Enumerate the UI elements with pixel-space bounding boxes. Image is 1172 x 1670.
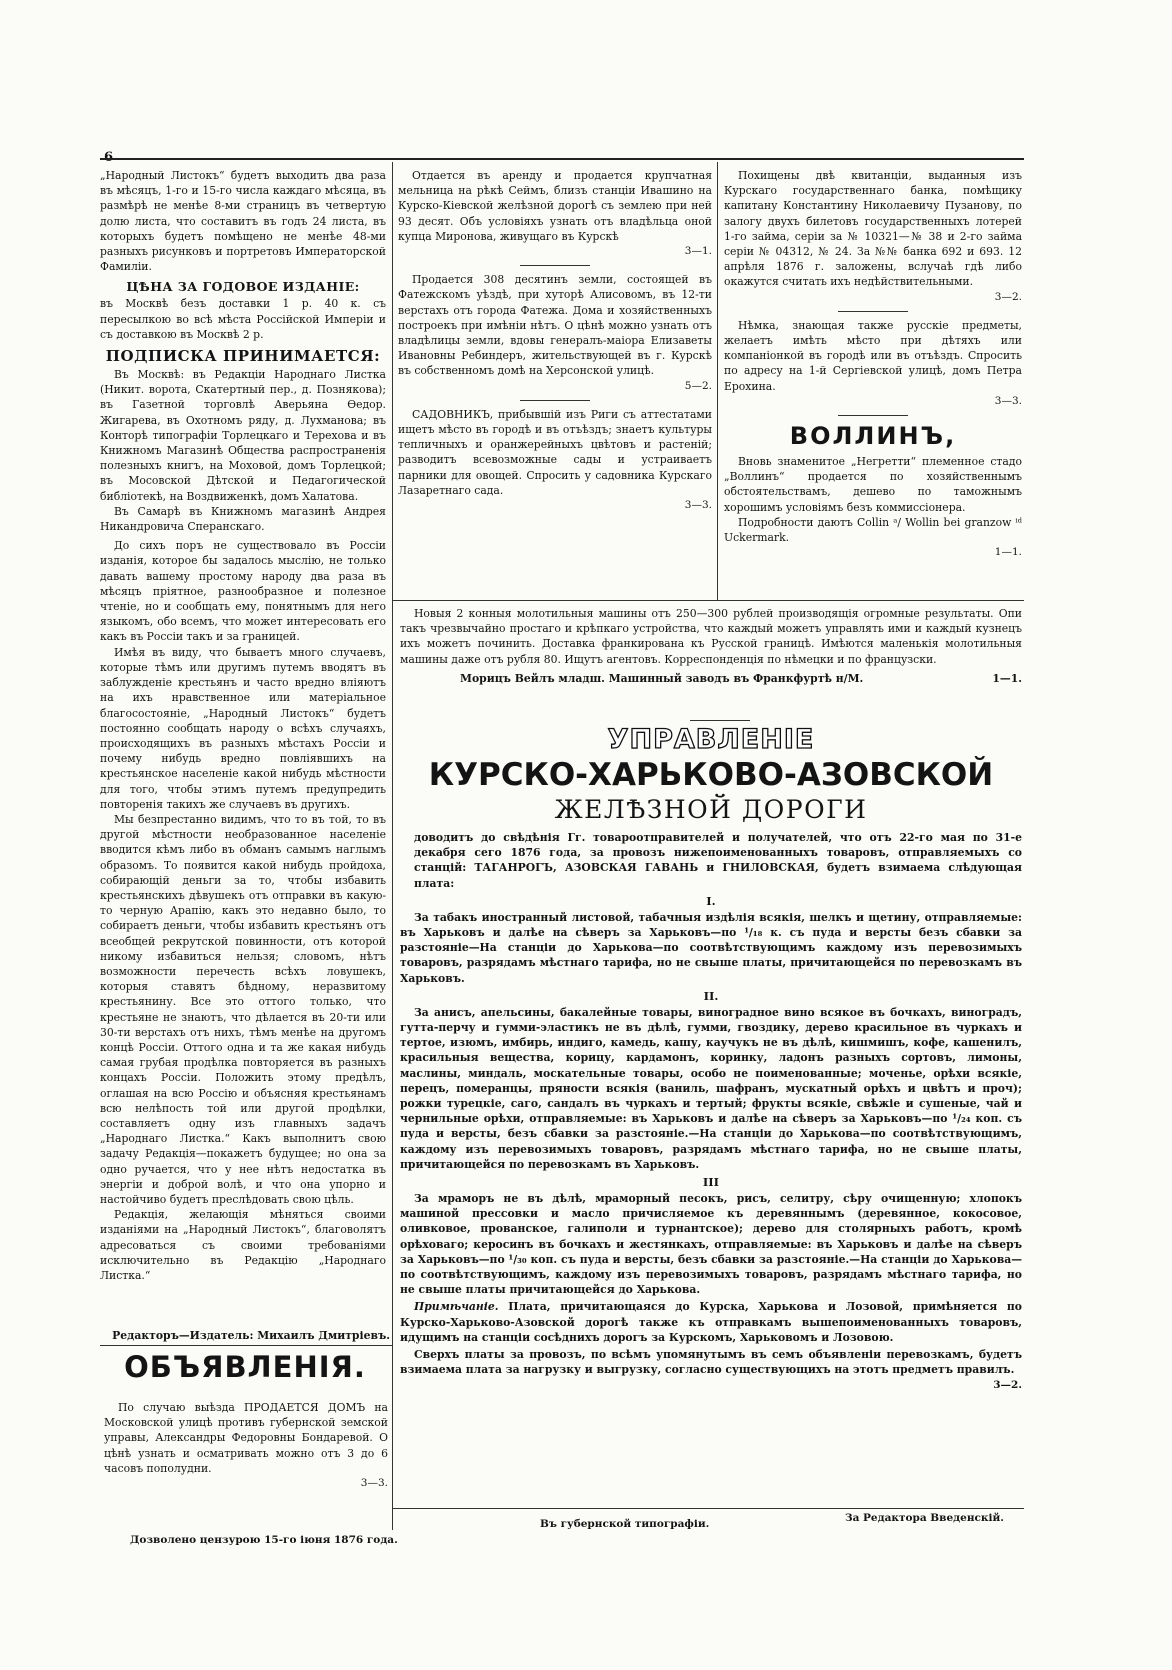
- railway-extra: Сверхъ платы за провозъ, по всѣмъ упомянутымъ въ семъ объявленіи перевозкамъ, будетъ взимаема плата за нагрузку и выгрузку, согласно существующихъ на этотъ предметъ правилъ.: [400, 1348, 1022, 1377]
- section-two-label: II.: [703, 988, 719, 1003]
- ad-german-text: Нѣмка, знающая также русскіе предметы, желаетъ имѣть мѣсто при дѣтяхъ или компаніонкой въ городѣ или въ отъѣздъ. Спросить по адресу на 1-й Сергіевской улицѣ, домъ Петра Ерохина.: [724, 318, 1022, 393]
- left-column: [100, 168, 386, 1518]
- ad-land-text: Продается 308 десятинъ земли, состоящей въ Фатежскомъ уѣздѣ, при хуторѣ Алисовомъ, въ 12-ти верстахъ отъ города Фатежа. Дома и хозяйственныхъ построекъ при имѣніи нѣтъ. О цѣнѣ можно узнать отъ владѣлицы земли, вдовы генералъ-маіора Елизаветы Ивановны Ребиндеръ, жительствующей въ г. Курскѣ въ собственномъ домѣ на Херсонской улицѣ.: [398, 273, 712, 378]
- wollin-title: ВОЛЛИНЪ,: [789, 422, 957, 451]
- wollin-text: Вновь знаменитое „Негретти“ племенное стадо „Воллинъ“ продается по хозяйственнымъ обстоятельствамъ, дешево по таможнымъ хорошимъ условіямъ безъ коммиссіонера.: [724, 455, 1022, 514]
- section-three-text: За мраморъ не въ дѣлѣ, мраморный песокъ, рисъ, селитру, сѣру очищенную; хлопокъ машиной прессовки и масло причисляемое къ деревяннымъ (деревянное, кокосовое, оливковое, прованское, галиполи и турнантское); дерево для столярныхъ работъ, кромѣ орѣховаго; керосинъ въ бочкахъ и жестянкахъ, отправляемые: въ Харьковъ и далѣе на сѣверъ за Харьковъ—по ¹/₃₀ коп. съ пуда и версты, безъ сбавки за разстояніе.—На станціи до Харькова—по соотвѣтствующимъ, каждому изъ перевозимыхъ товаровъ, разрядамъ мѣстнаго тарифа, но не свыше платы причитающейся до Харькова.: [400, 1192, 1022, 1297]
- censor-line: Дозволено цензурою 15-го іюня 1876 года.: [130, 1534, 398, 1546]
- ad-house: [104, 1400, 388, 1508]
- thresher-code: 1—1.: [992, 671, 1022, 685]
- ad-mill-text: Отдается въ аренду и продается крупчатная мельница на рѣкѣ Сеймъ, близъ станціи Ивашино на Курско-Кіевской желѣзной дорогѣ съ землею при ней 93 десят. Объ условіяхъ узнать отъ владѣльца оной купца Миронова, живущаго въ Курскѣ: [398, 169, 712, 243]
- section-one-text: За табакъ иностранный листовой, табачныя издѣлія всякія, шелкъ и щетину, отправляемые: въ Харьковъ и далѣе на сѣверъ за Харьковъ—по ¹/₁₈ к. съ пуда и версты безъ сбавки за разстояніе—На станціи до Харькова—по соотвѣтствующимъ каждому изъ перевозимыхъ товаровъ, разрядамъ мѣстнаго тарифа, но не свыше платы, причитающейся по перевозкамъ въ Харьковъ.: [400, 910, 1022, 985]
- railway-note: [400, 1299, 1022, 1345]
- thresher-firm-line: [400, 671, 1022, 686]
- ad-receipts-text: Похищены двѣ квитанціи, выданныя изъ Курскаго государственнаго банка, помѣщику капитану Константину Николаевичу Пузанову, по залогу двухъ билетовъ государственныхъ лотерей 1-го займа, серіи за № 10321—№ 38 и 2-го займа серіи № 04312, № 24. За №№ банка 692 и 693. 12 апрѣля 1876 г. заложены, вслучаѣ гдѣ либо окажутся считать ихъ недѣйствительными.: [724, 169, 1022, 289]
- wollin-contact: Подробности даютъ Collin ᵃ/ Wollin bei granzow ⁱᵈ Uckermark.: [724, 515, 1022, 545]
- section-three-label: III: [702, 1175, 720, 1190]
- column-divider-left: [392, 162, 393, 1530]
- exchange-paragraph: Редакція, желающія мѣняться своими изданіями на „Народный Листокъ“, благоволятъ адресоваться съ своими требованіями исключительно въ Редакцію „Народнаго Листка.“: [100, 1208, 386, 1283]
- thresher-text: Новыя 2 конныя молотильныя машины отъ 250—300 рублей производящія огромные результаты. Опи такъ чрезвычайно простаго и крѣпкаго устройства, что каждый можетъ управлять ими и каждый кузнецъ ихъ можетъ починить. Доставка франкирована къ Русской границѣ. Имѣются маленькія молотильныя машины даже отъ рубля 80. Ищутъ агентовъ. Корреспонденція по нѣмецки и по французски.: [400, 607, 1022, 666]
- ad-separator: [520, 400, 590, 401]
- page-number: 6: [104, 150, 114, 165]
- intro-paragraph: До сихъ поръ не существовало въ Россіи изданія, которое бы задалось мыслію, не только давать вашему простому народу два раза въ мѣсяцъ пріятное, разнообразное и полезное чтеніе, но и сообщать ему, понятнымъ для него языкомъ, обо всемъ, что может интересовать его какъ въ Россіи такъ и за границей.: [100, 539, 386, 644]
- printer-line: Въ губернской типографіи.: [540, 1518, 710, 1530]
- section-two-text: За анисъ, апельсины, бакалейные товары, виноградное вино всякое въ бочкахъ, виноградъ, гутта-перчу и гумми-эластикъ не въ дѣлѣ, гумми, гвоздику, дерево красильное въ чуркахъ и тертое, изюмъ, имбирь, индиго, камедь, кашу, каучукъ не въ дѣлѣ, кишмишъ, кофе, кашенилъ, красильныя вещества, корицу, кардамонъ, коринку, ладонъ разныхъ сортовъ, лимоны, маслины, миндаль, москательные товары, особо не поименованные; моченье, орѣхи всякіе, перецъ, померанцы, пряности всякія (ваниль, шафранъ, мускатный орѣхъ и цвѣтъ и проч); рожки турецкіе, саго, сандалъ въ чуркахъ и тертый; фрукты всякіе, свѣжіе и сушеные, чай и чернильные орѣхи, отправляемые: въ Харьковъ и далѣе на сѣверъ за Харьковъ—по ¹/₂₄ коп. съ пуда и версты, безъ сбавки за разстояніе.—На станціи до Харькова—по соотвѣтствующимъ, каждому изъ перевозимыхъ товаровъ, разрядамъ мѣстнаго тарифа, но не свыше платы, причитающейся по перевозкамъ въ Харьковъ.: [400, 1005, 1022, 1171]
- ad-separator: [838, 311, 908, 312]
- ad-mill-code: 3—1.: [684, 245, 712, 258]
- ad-house-text: По случаю выѣзда ПРОДАЕТСЯ ДОМЪ на Московской улицѣ противъ губернской земской управы, Александры Федоровны Бондаревой. О цѣнѣ узнать и осматривать можно отъ 3 до 6 часовъ пополудни.: [104, 1401, 388, 1475]
- subscription-heading: ПОДПИСКА ПРИНИМАЕТСЯ:: [105, 347, 381, 366]
- ad-land-code: 5—2.: [684, 379, 712, 392]
- railway-title-road: ЖЕЛѢЗНОЙ ДОРОГИ: [554, 795, 868, 824]
- ad-separator: [838, 415, 908, 416]
- railway-title-name: КУРСКО-ХАРЬКОВО-АЗОВСКОЙ: [428, 757, 994, 793]
- ad-separator: [520, 265, 590, 266]
- price-text: въ Москвѣ безъ доставки 1 р. 40 к. съ пересылкою во всѣ мѣста Россійской Имперіи и съ доставкою въ Москвѣ 2 р.: [100, 297, 386, 341]
- railway-code: 3—2.: [993, 1378, 1022, 1391]
- ads-banner-block: [100, 1350, 390, 1394]
- section-one-label: I.: [706, 893, 716, 908]
- note-text: Плата, причитающаяся до Курска, Харькова и Лозовой, примѣняется по Курско-Харьково-Азовской дорогѣ также къ отправкамъ вышепоименованныхъ товаровъ, идущимъ на станціи сосѣднихъ дорогъ за Курскомъ, Харьковомъ и Лозовою.: [400, 1300, 1022, 1344]
- ads-banner: ОБЪЯВЛЕНІЯ.: [124, 1350, 366, 1384]
- ad-receipts-code: 3—2.: [994, 290, 1022, 303]
- thresher-firm: Морицъ Вейлъ младш. Машинный заводъ въ Франкфуртѣ н/М.: [460, 671, 864, 685]
- announcement-paragraph: „Народный Листокъ“ будетъ выходить два раза въ мѣсяцъ, 1-го и 15-го числа каждаго мѣсяца, въ размѣрѣ не менѣе 8-ми страницъ въ четвертую долю листа, что составитъ въ годъ 24 листа, въ которыхъ будетъ помѣщено не менѣе 48-ми разныхъ рисунковъ и портретовъ Императорской Фамиліи.: [100, 169, 386, 274]
- ad-gardener-code: 3—3.: [684, 499, 712, 512]
- top-ads-bottom-rule: [392, 600, 1024, 601]
- purpose-paragraph: Имѣя въ виду, что бываетъ много случаевъ, которые тѣмъ или другимъ путемъ вводятъ въ заблужденіе крестьянъ и часто вредно вліяютъ на ихъ нравственное или матеріальное благосостояніе, „Народный Листокъ“ будетъ постоянно сообщать народу о всѣхъ случаяхъ, происходящихъ въ разныхъ мѣстахъ Россіи и почему нибудь вредно повліявшихъ на крестьянское населеніе какой нибудь мѣстности для того, чтобы этимъ путемъ предупредить повторенія такихъ же случаевъ въ другихъ.: [100, 645, 386, 811]
- middle-column: [398, 168, 712, 598]
- railway-intro: доводитъ до свѣдѣнія Гг. товароотправителей и получателей, что отъ 22-го мая по 31-е декабря сего 1876 года, за провозъ нижепоименованныхъ товаровъ, отправляемыхъ со станцій: ТАГАНРОГЪ, АЗОВСКАЯ ГАВАНЬ и ГНИЛОВСКАЯ, будетъ взимаема слѣдующая плата:: [414, 831, 1022, 890]
- editor-publisher: Редакторъ—Издатель: Михаилъ Дмитріевъ.: [112, 1329, 390, 1342]
- wollin-code: 1—1.: [994, 546, 1022, 559]
- fraud-paragraph: Мы безпрестанно видимъ, что то въ той, то въ другой мѣстности необразованное населеніе вводится кѣмъ либо въ обманъ самымъ наглымъ образомъ. То появится какой нибудь пройдоха, собирающій деньги за то, чтобы избавить крестьянскихъ дѣвушекъ отъ отправки въ какую-то черную Арапію, какъ это недавно было, то собираетъ деньги, чтобы избавить крестьянъ отъ всеобщей рекрутской повинности, отъ которой никому избавиться нельзя; словомъ, нѣтъ возможности перечесть всѣхъ ловушекъ, которыя ставятъ бѣдному, неразвитому крестьянину. Все это оттого только, что крестьяне не знаютъ, что дѣлается въ 20-ти или 30-ти верстахъ отъ нихъ, тѣмъ менѣе на другомъ концѣ Россіи. Оттого одна и та же какая нибудь самая грубая продѣлка повторяется въ разныхъ концахъ Россіи. Положить этому предѣлъ, оглашая на всю Россію и объясняя крестьянамъ всю нелѣпость той или другой продѣлки, составляетъ одну изъ главныхъ задачъ „Народнаго Листка.“ Какъ выполнитъ свою задачу Редакція—покажетъ будущее; но она за одно ручается, что у нее нѣтъ недостатка въ энергіи и доброй волѣ, и что она упорно и настойчиво будетъ преслѣдовать свою цѣль.: [100, 812, 386, 1206]
- ad-gardener-text: САДОВНИКЪ, прибывшій изъ Риги съ аттестатами ищетъ мѣсто въ городѣ и въ отъѣздъ; знаетъ культуры тепличныхъ и оранжерейныхъ цвѣтовъ и растеній; разводитъ всевозможные сады и устраиваетъ парники для овощей. Спросить у садовника Курскаго Лазаретнаго сада.: [398, 407, 712, 497]
- subscription-moscow: Въ Москвѣ: въ Редакціи Народнаго Листка (Никит. ворота, Скатертный пер., д. Познякова); въ Газетной торговлѣ Аверьяна Ѳедор. Жигарева, въ Охотномъ ряду, д. Лухманова; въ Конторѣ типографіи Торлецкаго и Терехова и въ Книжномъ Магазинѣ Общества распространенія полезныхъ книгъ, на Моховой, домъ Торлецкой; въ Мосовской Дѣтской и Педагогической библіотекѣ, на Воздвиженкѣ, домъ Халатова.: [100, 368, 386, 503]
- ad-german-code: 3—3.: [994, 394, 1022, 407]
- railway-notice: [400, 724, 1022, 1506]
- column-divider-mid: [717, 162, 718, 600]
- note-label: Примѣчаніе.: [414, 1300, 499, 1314]
- price-heading: ЦѢНА ЗА ГОДОВОЕ ИЗДАНІЕ:: [126, 279, 360, 295]
- right-column: [724, 168, 1022, 598]
- top-rule: [100, 158, 1024, 160]
- editor-line: [104, 1328, 390, 1344]
- thresher-ad: [400, 606, 1022, 716]
- thresher-rule: [690, 720, 750, 721]
- subscription-samara: Въ Самарѣ въ Книжномъ магазинѣ Андрея Никандровича Сперанскаго.: [100, 504, 386, 534]
- ad-house-code: 3—3.: [360, 1477, 388, 1490]
- for-editor-line: За Редактора Введенскій.: [845, 1512, 1004, 1524]
- footer-rule: [392, 1508, 1024, 1509]
- railway-title-administration: УПРАВЛЕНІЕ: [607, 724, 815, 755]
